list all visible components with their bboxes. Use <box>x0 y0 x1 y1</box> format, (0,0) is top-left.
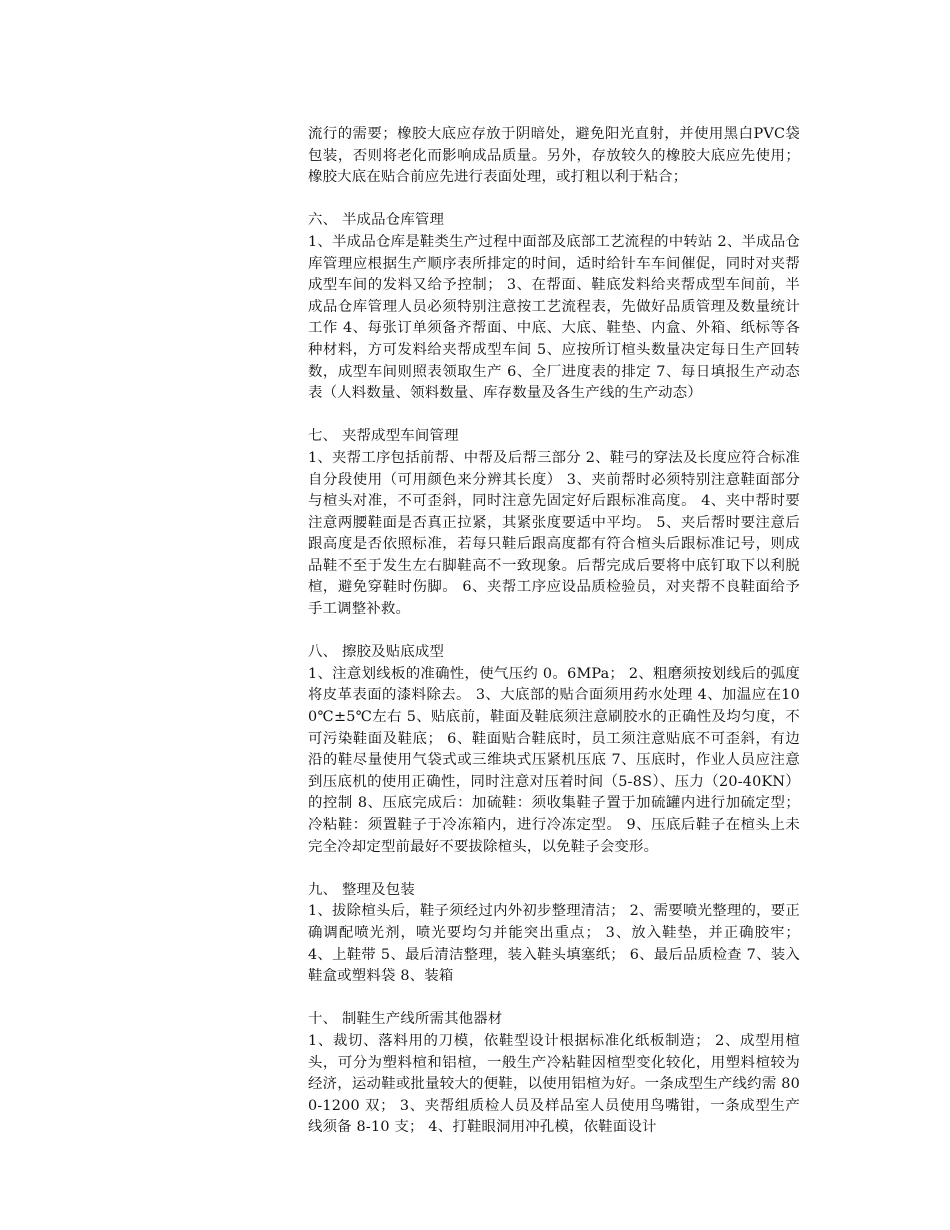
section-8 <box>308 642 800 858</box>
section-10 <box>308 1009 800 1139</box>
section-heading: 九、 整理及包装 <box>308 881 415 898</box>
section-7 <box>308 426 800 620</box>
section-body: 1、拔除楦头后，鞋子须经过内外初步整理清洁； 2、需要喷光整理的，要正确调配喷光剂，喷光要均匀并能突出重点； 3、放入鞋垫，并正确胶牢； 4、上鞋带 5、最后清洁整理，装入鞋头填塞纸； 6、最后品质检查 7、装入鞋盒或塑料袋 8、装箱 <box>308 903 800 985</box>
section-heading: 七、 夹帮成型车间管理 <box>308 428 459 445</box>
section-body: 1、注意划线板的准确性，使气压约 0。6MPa； 2、粗磨须按划线后的弧度将皮革表面的漆料除去。 3、大底部的贴合面须用药水处理 4、加温应在100℃±5℃左右 5、贴底前，鞋面及鞋底须注意刷胶水的正确性及均匀度，不可污染鞋面及鞋底； 6、鞋面贴合鞋底时，员工须注意贴底不可歪斜，有边沿的鞋尽量使用气袋式或三维块式压紧机压底 7、压底时，作业人员应注意到压底机的使用正确性，同时注意对压着时间（5-8S）、压力（20-40KN）的控制 8、压底完成后：加硫鞋：须收集鞋子置于加硫罐内进行加硫定型；冷粘鞋：须置鞋子于冷冻箱内，进行冷冻定型。 9、压底后鞋子在楦头上未完全冷却定型前最好不要拔除楦头，以免鞋子会变形。 <box>308 665 800 855</box>
document-content <box>308 124 800 1139</box>
section-body: 1、夹帮工序包括前帮、中帮及后帮三部分 2、鞋弓的穿法及长度应符合标准自分段使用（可用颜色来分辨其长度） 3、夹前帮时必须特别注意鞋面部分与楦头对准，不可歪斜，同时注意先固定好后跟标准高度。 4、夹中帮时要注意两腰鞋面是否真正拉紧，其紧张度要适中平均。 5、夹后帮时要注意后跟高度是否依照标准，若每只鞋后跟高度都有符合楦头后跟标准记号，则成品鞋不至于发生左右脚鞋高不一致现象。后帮完成后要将中底钉取下以利脱楦，避免穿鞋时伤脚。 6、夹帮工序应设品质检验员，对夹帮不良鞋面给予手工调整补救。 <box>308 449 800 618</box>
section-heading: 八、 擦胶及贴底成型 <box>308 644 445 661</box>
section-body: 1、裁切、落料用的刀模，依鞋型设计根据标准化纸板制造； 2、成型用楦头，可分为塑料楦和铝楦，一般生产冷粘鞋因楦型变化较化，用塑料楦较为经济，运动鞋或批量较大的便鞋，以使用铝楦为好。一条成型生产线约需 800-1200 双； 3、夹帮组质检人员及样品室人员使用鸟嘴钳，一条成型生产线须备 8-10 支； 4、打鞋眼洞用冲孔模，依鞋面设计 <box>308 1032 800 1136</box>
intro-paragraph: 流行的需要；橡胶大底应存放于阴暗处，避免阳光直射，并使用黑白PVC袋包装，否则将老化而影响成品质量。另外，存放较久的橡胶大底应先使用；橡胶大底在贴合前应先进行表面处理，或打粗以利于粘合； <box>308 126 800 186</box>
section-body: 1、半成品仓库是鞋类生产过程中面部及底部工艺流程的中转站 2、半成品仓库管理应根据生产顺序表所排定的时间，适时给针车车间催促，同时对夹帮成型车间的发料又给予控制； 3、在帮面、鞋底发料给夹帮成型车间前，半成品仓库管理人员必须特别注意按工艺流程表，先做好品质管理及数量统计工作 4、每张订单须备齐帮面、中底、大底、鞋垫、内盒、外箱、纸标等各种材料，方可发料给夹帮成型车间 5、应按所订楦头数量决定每日生产回转数，成型车间则照表领取生产 6、全厂进度表的排定 7、每日填报生产动态表（人料数量、领料数量、库存数量及各生产线的生产动态） <box>308 233 800 402</box>
section-9 <box>308 880 800 988</box>
section-heading: 六、 半成品仓库管理 <box>308 212 445 229</box>
section-6 <box>308 210 800 404</box>
section-heading: 十、 制鞋生产线所需其他器材 <box>308 1011 503 1028</box>
